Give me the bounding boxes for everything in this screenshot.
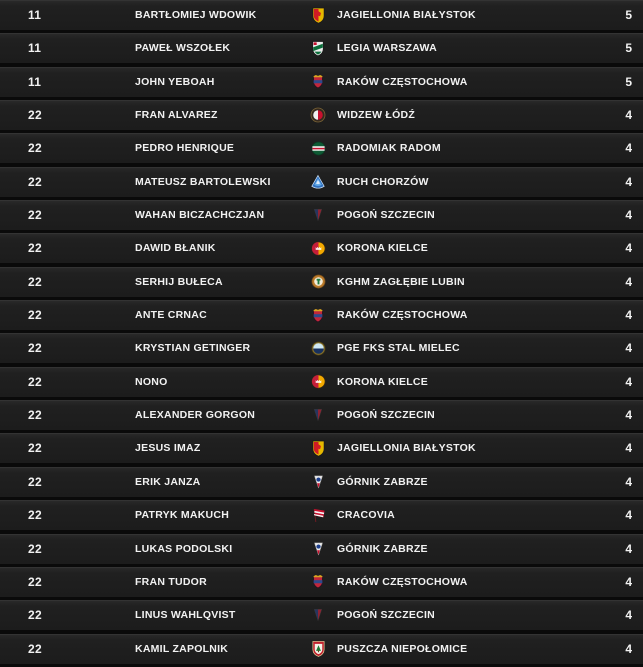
- player-name-cell: MATEUSZ BARTOLEWSKI: [135, 175, 271, 188]
- widzew-badge-icon: [306, 107, 330, 123]
- rank-cell: 22: [28, 641, 42, 656]
- club-name-cell: LEGIA WARSZAWA: [337, 42, 437, 55]
- table-row[interactable]: [0, 167, 643, 197]
- table-row[interactable]: [0, 467, 643, 497]
- club-name-cell: RAKÓW CZĘSTOCHOWA: [337, 575, 468, 588]
- player-name-cell: BARTŁOMIEJ WDOWIK: [135, 9, 257, 21]
- stat-value-cell: 4: [625, 474, 632, 489]
- rank-cell: 11: [28, 41, 42, 56]
- rank-cell: 22: [28, 474, 42, 489]
- stat-value-cell: 4: [625, 441, 632, 456]
- gornik-badge-icon: [306, 541, 330, 557]
- player-name-cell: PAWEŁ WSZOŁEK: [135, 42, 231, 55]
- rank-cell: 22: [28, 241, 42, 256]
- rakow-badge-icon: [306, 73, 330, 90]
- pogon-badge-icon: [306, 607, 330, 623]
- stat-value-cell: 4: [625, 341, 632, 356]
- player-name-cell: KRYSTIAN GETINGER: [135, 342, 251, 355]
- player-name-cell: ERIK JANZA: [135, 475, 201, 488]
- table-row[interactable]: [0, 534, 643, 564]
- stat-value-cell: 4: [625, 508, 632, 523]
- player-name-cell: PEDRO HENRIQUE: [135, 142, 235, 155]
- table-row[interactable]: [0, 33, 643, 63]
- club-name-cell: RAKÓW CZĘSTOCHOWA: [337, 309, 468, 322]
- stat-value-cell: 4: [625, 374, 632, 389]
- club-name-cell: GÓRNIK ZABRZE: [337, 475, 428, 488]
- player-name-cell: WAHAN BICZACHCZJAN: [135, 209, 265, 222]
- club-name-cell: KORONA KIELCE: [337, 242, 428, 255]
- rank-cell: 22: [28, 608, 42, 623]
- stat-value-cell: 4: [625, 408, 632, 423]
- stat-value-cell: 4: [625, 241, 632, 256]
- player-name-cell: ANTE CRNAC: [135, 309, 207, 322]
- player-name-cell: DAWID BŁANIK: [135, 242, 216, 255]
- rakow-badge-icon: [306, 573, 330, 590]
- rank-cell: 22: [28, 441, 42, 456]
- player-name-cell: SERHIJ BUŁECA: [135, 275, 223, 288]
- korona-badge-icon: [306, 374, 330, 389]
- rank-cell: 22: [28, 208, 42, 223]
- club-name-cell: CRACOVIA: [337, 509, 396, 522]
- stat-value-cell: 4: [625, 141, 632, 156]
- table-row[interactable]: [0, 567, 643, 597]
- stat-value-cell: 4: [625, 274, 632, 289]
- table-row[interactable]: [0, 200, 643, 230]
- rank-cell: 22: [28, 341, 42, 356]
- legia-badge-icon: [306, 40, 330, 57]
- table-row[interactable]: [0, 267, 643, 297]
- table-row[interactable]: [0, 333, 643, 363]
- stat-value-cell: 5: [625, 74, 632, 89]
- player-name-cell: FRAN TUDOR: [135, 575, 207, 588]
- club-name-cell: WIDZEW ŁÓDŹ: [337, 109, 415, 122]
- club-name-cell: JAGIELLONIA BIAŁYSTOK: [337, 442, 476, 455]
- stat-value-cell: 5: [625, 41, 632, 56]
- korona-badge-icon: [306, 241, 330, 256]
- club-name-cell: PGE FKS STAL MIELEC: [337, 342, 460, 355]
- player-name-cell: LINUS WAHLQVIST: [135, 609, 236, 622]
- stat-value-cell: 4: [625, 208, 632, 223]
- club-name-cell: RAKÓW CZĘSTOCHOWA: [337, 75, 468, 88]
- stat-value-cell: 4: [625, 541, 632, 556]
- rank-cell: 11: [28, 74, 42, 89]
- player-name-cell: JESUS IMAZ: [135, 442, 201, 455]
- pogon-badge-icon: [306, 207, 330, 223]
- player-name-cell: ALEXANDER GORGON: [135, 409, 256, 422]
- player-name-cell: JOHN YEBOAH: [135, 75, 215, 88]
- club-name-cell: RUCH CHORZÓW: [337, 175, 429, 188]
- table-row[interactable]: [0, 400, 643, 430]
- rank-cell: 22: [28, 308, 42, 323]
- club-name-cell: RADOMIAK RADOM: [337, 142, 441, 155]
- rank-cell: 22: [28, 574, 42, 589]
- table-row[interactable]: [0, 600, 643, 630]
- rank-cell: 22: [28, 274, 42, 289]
- table-row[interactable]: [0, 433, 643, 463]
- club-name-cell: POGOŃ SZCZECIN: [337, 609, 436, 622]
- rank-cell: 22: [28, 141, 42, 156]
- zaglebie-badge-icon: [306, 274, 330, 289]
- club-name-cell: GÓRNIK ZABRZE: [337, 542, 428, 555]
- stat-value-cell: 4: [625, 108, 632, 123]
- player-name-cell: FRAN ALVAREZ: [135, 109, 218, 122]
- table-row[interactable]: [0, 500, 643, 530]
- pogon-badge-icon: [306, 407, 330, 423]
- stat-value-cell: 5: [625, 8, 632, 22]
- club-name-cell: PUSZCZA NIEPOŁOMICE: [337, 642, 468, 655]
- table-row[interactable]: [0, 367, 643, 397]
- club-name-cell: POGOŃ SZCZECIN: [337, 409, 436, 422]
- rank-cell: 22: [28, 174, 42, 189]
- table-row[interactable]: [0, 634, 643, 664]
- stat-value-cell: 4: [625, 574, 632, 589]
- table-row[interactable]: [0, 67, 643, 97]
- player-name-cell: PATRYK MAKUCH: [135, 509, 230, 522]
- jagiellonia-badge-icon: [306, 440, 330, 457]
- stat-value-cell: 4: [625, 641, 632, 656]
- radomiak-badge-icon: [306, 141, 330, 156]
- player-name-cell: NONO: [135, 375, 168, 388]
- rank-cell: 22: [28, 108, 42, 123]
- stat-value-cell: 4: [625, 608, 632, 623]
- club-name-cell: POGOŃ SZCZECIN: [337, 209, 436, 222]
- rank-cell: 22: [28, 508, 42, 523]
- player-name-cell: LUKAS PODOLSKI: [135, 542, 233, 555]
- rank-cell: 22: [28, 374, 42, 389]
- table-row[interactable]: [0, 233, 643, 263]
- table-row[interactable]: [0, 100, 643, 130]
- rank-cell: 22: [28, 408, 42, 423]
- stal-badge-icon: [306, 341, 330, 356]
- gornik-badge-icon: [306, 474, 330, 490]
- rank-cell: 22: [28, 541, 42, 556]
- table-row[interactable]: [0, 300, 643, 330]
- club-name-cell: KGHM ZAGŁĘBIE LUBIN: [337, 275, 465, 288]
- ruch-badge-icon: [306, 174, 330, 190]
- jagiellonia-badge-icon: [306, 7, 330, 24]
- stat-value-cell: 4: [625, 174, 632, 189]
- cracovia-badge-icon: [306, 507, 330, 523]
- player-name-cell: KAMIL ZAPOLNIK: [135, 642, 229, 655]
- club-name-cell: JAGIELLONIA BIAŁYSTOK: [337, 9, 476, 21]
- rakow-badge-icon: [306, 307, 330, 324]
- table-row[interactable]: [0, 133, 643, 163]
- rank-cell: 11: [28, 8, 42, 22]
- table-row[interactable]: [0, 0, 643, 30]
- club-name-cell: KORONA KIELCE: [337, 375, 428, 388]
- puszcza-badge-icon: [306, 640, 330, 657]
- stat-value-cell: 4: [625, 308, 632, 323]
